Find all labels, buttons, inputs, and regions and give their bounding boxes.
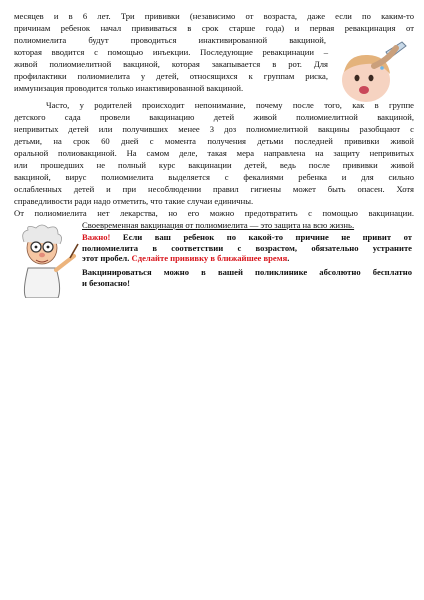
free-line-2: и безопасно! <box>82 277 130 288</box>
paragraph-line: причинам ребенок начал прививаться в срок старше года) и первая ревакцинация от <box>14 23 414 33</box>
free-line-1: Вакцинироваться можно в вашей поликлинике абсолютно бесплатно <box>82 267 412 277</box>
paragraph-line: иммунизация проводится только инактивированной вакциной. <box>14 83 244 93</box>
paragraph-line: которая вводится с помощью инъекции. Последующие ревакцинации – <box>14 47 328 57</box>
paragraph-line: живой полиомиелитной вакциной, которая закапывается в рот. Для <box>14 59 328 69</box>
doctor-icon <box>14 222 80 298</box>
free-vaccination-notice <box>82 267 412 288</box>
paragraph-line: профилактики полиомиелита у детей, относящихся к группам риска, <box>14 71 328 81</box>
paragraph-line: или прошедших не полный курс вакцинации детей, ведь после прививки живой <box>14 160 414 170</box>
paragraph-line: непривитых детей или получивших менее 3 доз полиомиелитной вакцины разобщают с <box>14 124 414 134</box>
paragraph-line: От полиомиелита нет лекарства, но его можно предотвратить с помощью вакцинации. <box>14 208 414 218</box>
paragraph-line: Часто, у родителей происходит непонимание, почему после того, как в группе <box>46 100 414 110</box>
paragraph-line: месяцев и в 6 лет. Три прививки (независимо от возраста, даже если по каким-то <box>14 11 414 21</box>
paragraph-line: полиомиелита будут проводиться инактивированной вакциной, <box>14 35 326 45</box>
important-line-3 <box>82 253 412 264</box>
child-drops-illustration <box>330 38 410 104</box>
slogan: Своевременная вакцинация от полиомиелита — это защита на всю жизнь. <box>82 220 355 230</box>
important-line-1 <box>82 232 412 243</box>
paragraph-line: оральной полиовакциной. На самом деле, такая мера направлена на защиту непривитых <box>14 148 414 158</box>
doctor-illustration <box>14 222 80 298</box>
important-call-to-action: Сделайте прививку в ближайшее время <box>131 253 288 263</box>
important-text-1: Если ваш ребенок по какой-то причине не привит от <box>110 232 412 242</box>
important-line-2: полиомиелита в соответствии с возрастом, обязательно устраните <box>82 242 412 253</box>
important-text-3: этот пробел. <box>82 253 132 263</box>
important-notice <box>82 232 412 264</box>
paragraph-line: вакциной, вирус полиомиелита выделяется с фекалиями ребенка и для сильно <box>14 172 414 182</box>
paragraph-line: детьми, на срок 60 дней с момента получения детьми последней прививки живой <box>14 136 414 146</box>
paragraph-line: справедливости ради надо отметить, что такие случаи единичны. <box>14 196 254 206</box>
paragraph-line: детского сада провели вакцинацию детей живой полиомиелитной вакциной, <box>14 112 414 122</box>
important-dot: . <box>287 253 290 263</box>
paragraph-line: ослабленных детей и при несоблюдении правил гигиены может быть опасен. Хотя <box>14 184 414 194</box>
important-label: Важно! <box>82 232 111 242</box>
child-icon <box>330 38 410 104</box>
